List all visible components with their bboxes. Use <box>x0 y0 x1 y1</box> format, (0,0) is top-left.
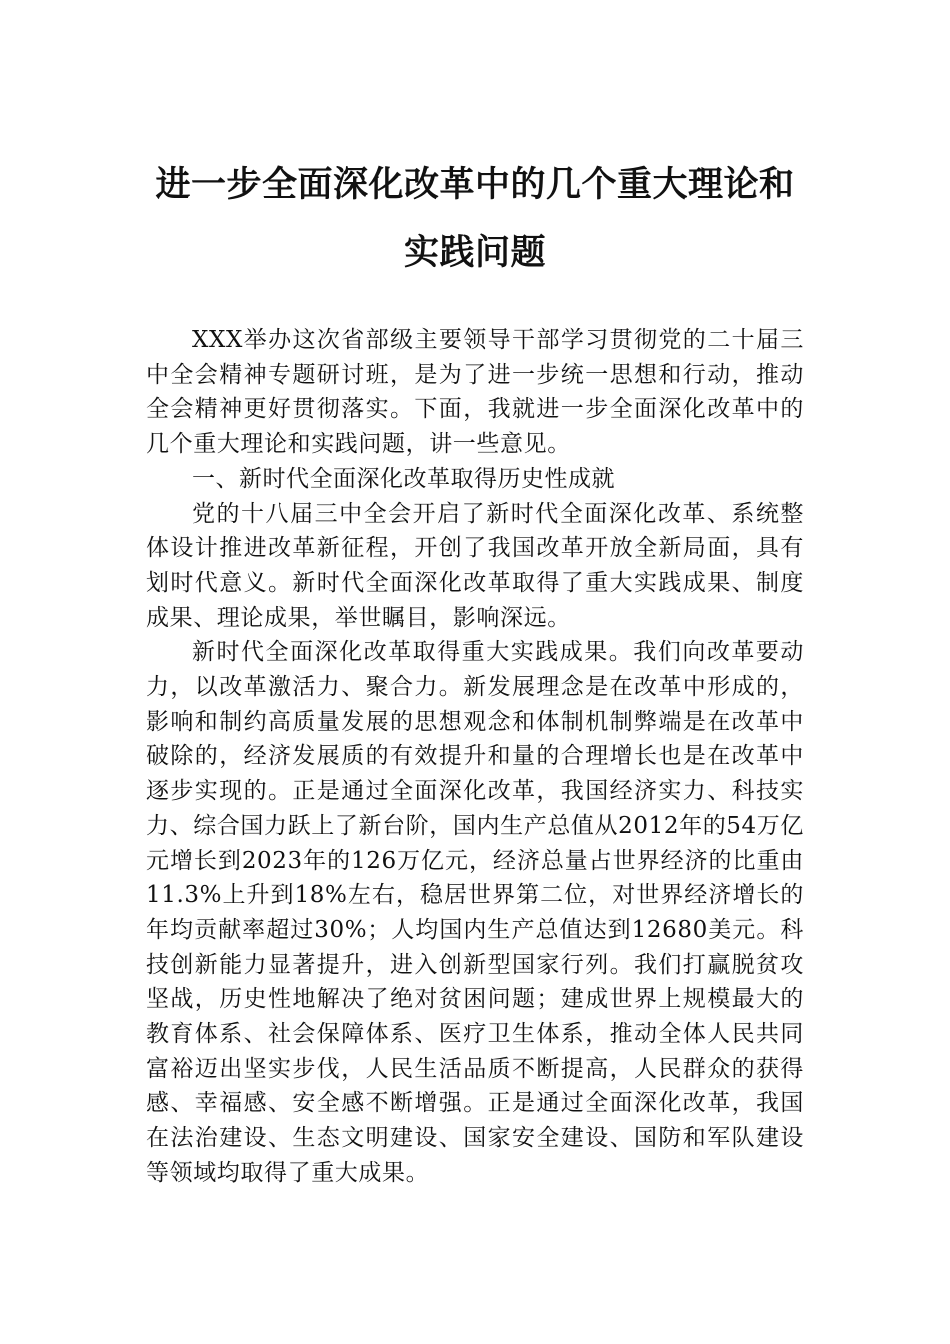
document-title-line1: 进一步全面深化改革中的几个重大理论和 <box>155 164 795 205</box>
body-paragraph: 新时代全面深化改革取得重大实践成果。我们向改革要动力，以改革激活力、聚合力。新发展理念是在改革中形成的，影响和制约高质量发展的思想观念和体制机制弊端是在改革中破除的，经济发展质的有效提升和量的合理增长也是在改革中逐步实现的。正是通过全面深化改革，我国经济实力、科技实力、综合国力跃上了新台阶，国内生产总值从2012年的54万亿元增长到2023年的126万亿元，经济总量占世界经济的比重由11.3%上升到18%左右，稳居世界第二位，对世界经济增长的年均贡献率超过30%；人均国内生产总值达到12680美元。科技创新能力显著提升，进入创新型国家行列。我们打赢脱贫攻坚战，历史性地解决了绝对贫困问题；建成世界上规模最大的教育体系、社会保障体系、医疗卫生体系，推动全体人民共同富裕迈出坚实步伐，人民生活品质不断提高，人民群众的获得感、幸福感、安全感不断增强。正是通过全面深化改革，我国在法治建设、生态文明建设、国家安全建设、国防和军队建设等领域均取得了重大成果。 <box>146 639 804 1186</box>
intro-paragraph: XXX举办这次省部级主要领导干部学习贯彻党的二十届三中全会精神专题研讨班，是为了进一步统一思想和行动，推动全会精神更好贯彻落实。下面，我就进一步全面深化改革中的几个重大理论和实践问题，讲一些意见。 <box>146 327 804 458</box>
section-heading: 一、新时代全面深化改革取得历史性成就 <box>192 465 615 492</box>
body-paragraph: 党的十八届三中全会开启了新时代全面深化改革、系统整体设计推进改革新征程，开创了我国改革开放全新局面，具有划时代意义。新时代全面深化改革取得了重大实践成果、制度成果、理论成果，举世瞩目，影响深远。 <box>146 500 804 631</box>
document-title-line2: 实践问题 <box>403 232 546 273</box>
document-body <box>146 323 804 1191</box>
